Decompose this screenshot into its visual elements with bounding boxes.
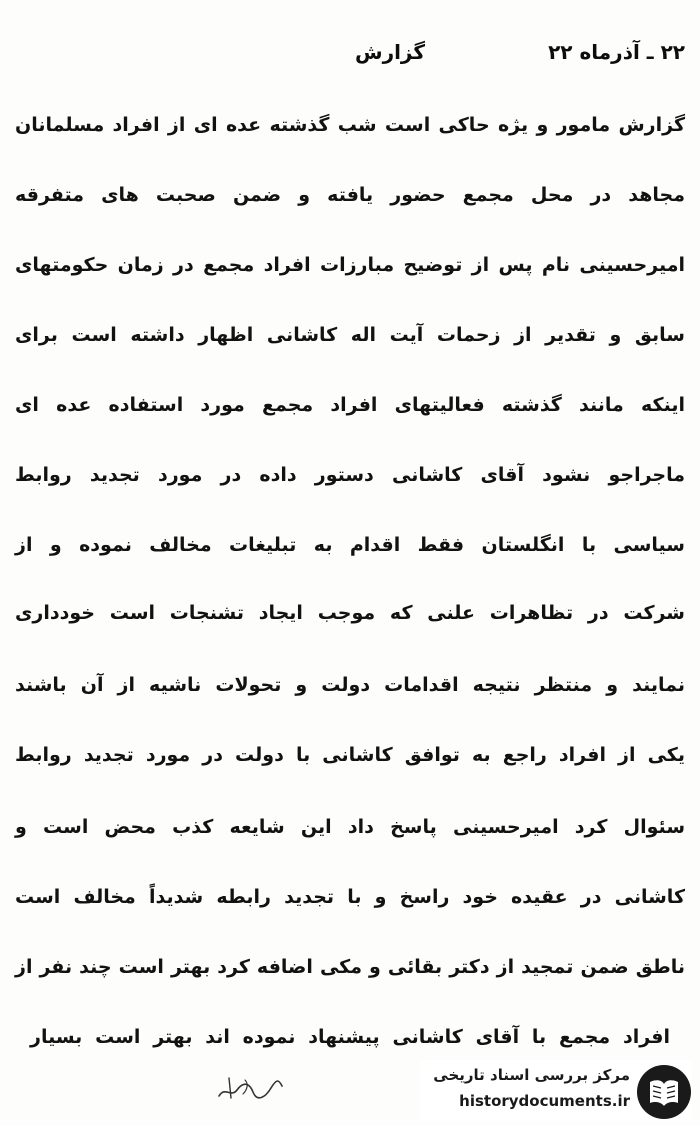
body-line: امیرحسینی نام پس از توضیح مبارزات افراد مجمع در زمان حکومتهای	[15, 254, 685, 276]
watermark-site: historydocuments.ir	[459, 1092, 630, 1110]
handwritten-signature	[215, 1068, 285, 1106]
watermark	[420, 1060, 692, 1120]
body-line: ناطق ضمن تمجید از دکتر بقائی و مکی اضافه کرد بهتر است چند نفر از	[15, 956, 685, 978]
body-line: کاشانی در عقیده خود راسخ و با تجدید رابطه شدیداً مخالف است	[15, 886, 685, 908]
body-line: سیاسی با انگلستان فقط اقدام به تبلیغات مخالف نموده و از	[15, 534, 685, 556]
body-line: مجاهد در محل مجمع حضور یافته و ضمن صحبت های متفرقه	[15, 184, 685, 206]
body-line: ماجراجو نشود آقای کاشانی دستور داده در مورد تجدید روابط	[15, 464, 685, 486]
body-line: گزارش مامور و یژه حاکی است شب گذشته عده ای از افراد مسلمانان	[15, 114, 685, 136]
body-line: نمایند و منتظر نتیجه اقدامات دولت و تحولات ناشیه از آن باشند	[15, 674, 685, 696]
body-line: اینکه مانند گذشته فعالیتهای افراد مجمع مورد استفاده عده ای	[15, 394, 685, 416]
document-title: گزارش	[354, 40, 426, 64]
document-date: ۲۲ ـ آذرماه ۲۲	[548, 40, 685, 64]
body-line: سئوال کرد امیرحسینی پاسخ داد این شایعه کذب محض است و	[15, 816, 685, 838]
body-line: افراد مجمع با آقای کاشانی پیشنهاد نموده اند بهتر است بسیار	[30, 1026, 670, 1048]
open-book-logo-icon	[636, 1064, 692, 1120]
watermark-org-name: مرکز بررسی اسناد تاریخی	[433, 1066, 630, 1084]
body-line: سابق و تقدیر از زحمات آیت اله کاشانی اظهار داشته است برای	[15, 324, 685, 346]
body-line: یکی از افراد راجع به توافق کاشانی با دولت در مورد تجدید روابط	[15, 744, 685, 766]
body-line: شرکت در تظاهرات علنی که موجب ایجاد تشنجات است خودداری	[15, 602, 685, 624]
